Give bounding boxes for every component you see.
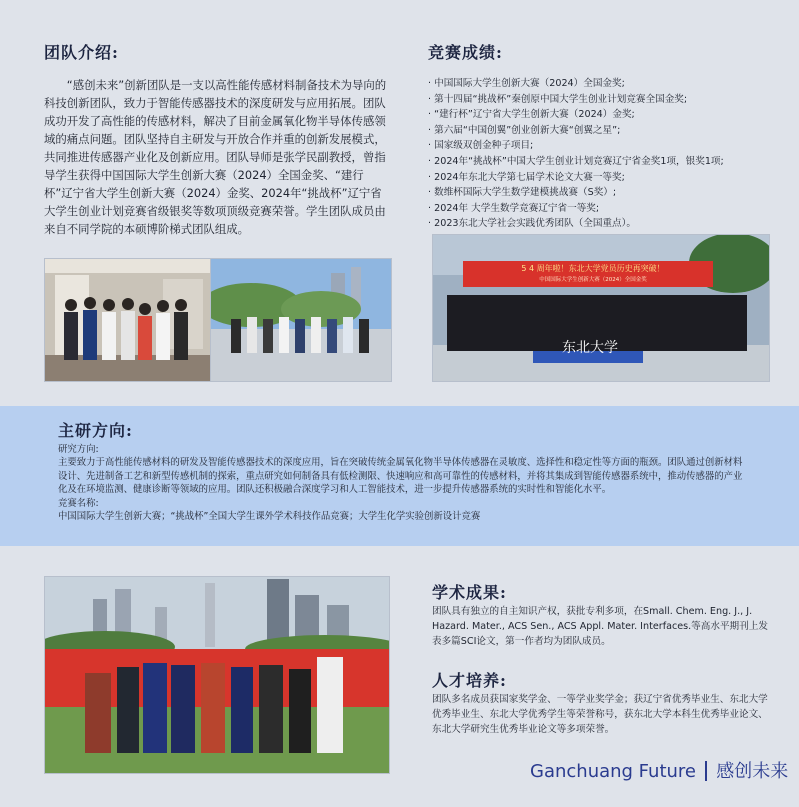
- flag-text: 东北大学: [562, 340, 618, 356]
- competition-list: [428, 76, 778, 232]
- contest-name-text: 中国国际大学生创新大赛；“挑战杯”全国大学生课外学术科技作品竞赛；大学生化学实验创新设计竞赛: [58, 511, 481, 523]
- indoor-team-photo: [44, 258, 212, 382]
- banner-line-2: 中国国际大学生创新大赛（2024）全国金奖: [539, 277, 647, 283]
- graduation-group-photo: [44, 576, 390, 774]
- contest-name-label: 竞赛名称:: [58, 497, 99, 509]
- logo-chinese: 感创未来: [716, 761, 789, 782]
- competition-item: · 第十四届“挑战杯”秦创原中国大学生创业计划竞赛全国金奖;: [428, 92, 778, 108]
- competition-item: · 2024年 大学生数学竞赛辽宁省一等奖;: [428, 201, 778, 217]
- banner-line-1: 5 4 周年啦！东北大学党员历史再突破！: [521, 264, 665, 273]
- research-heading: 主研方向:: [58, 421, 133, 440]
- competition-item: · “建行杯”辽宁省大学生创新大赛（2024）金奖;: [428, 107, 778, 123]
- outdoor-students-photo: [210, 258, 392, 382]
- academic-text: 团队具有独立的自主知识产权，获批专利多项，在Small. Chem. Eng. J., J. Hazard. Mater., ACS Sen., ACS Appl. Mater. Interfaces.等高水平期刊上发表多篇SCI论文，第一作者均为团队成员。: [432, 606, 768, 647]
- team-intro-heading: 团队介绍:: [44, 43, 119, 62]
- competition-item: · 数维杯国际大学生数学建模挑战赛（S奖）;: [428, 185, 778, 201]
- research-direction-label: 研究方向:: [58, 444, 99, 455]
- competition-item: · 2024年“挑战杯”中国大学生创业计划竞赛辽宁省金奖1项，银奖1项;: [428, 154, 778, 170]
- competition-item: · 2024年东北大学第七届学术论文大赛一等奖;: [428, 170, 778, 186]
- research-direction-text: 主要致力于高性能传感材料的研发及智能传感器技术的深度应用，旨在突破传统金属氧化物半导体传感器在灵敏度、选择性和稳定性等方面的瓶颈。团队通过创新材料设计、先进制备工艺和新型传感机制的探索，重点研究如何制备具有低检测限、快速响应和高可靠性的传感材料，并将其集成到智能传感器系统中，推动传感器的产业化及在环境监测、健康诊断等领域的应用。团队还积极融合深度学习和人工智能技术，进一步提升传感器系统的实时性和智能化水平。: [58, 457, 743, 496]
- competition-item: · 中国国际大学生创新大赛（2024）全国金奖;: [428, 76, 778, 92]
- talent-heading: 人才培养:: [432, 671, 507, 690]
- research-body: [58, 443, 748, 523]
- logo-english: Ganchuang Future: [530, 761, 697, 782]
- competition-item: · 第六届“中国创翼”创业创新大赛“创翼之星”;: [428, 123, 778, 139]
- team-intro-text: “感创未来”创新团队是一支以高性能传感材料制备技术为导向的科技创新团队，致力于智能传感器技术的深度研发与应用拓展。团队成功开发了高性能的传感材料，解决了目前金属氧化物半导体传感领域的痛点问题。团队坚持自主研发与开放合作并重的创新发展模式，共同推进传感器产业化及创新应用。团队导师是张学民副教授，曾指导学生获得中国国际大学生创新大赛（2024）全国金奖、“建行杯”辽宁省大学生创新大赛（2024）金奖、2024年“挑战杯”辽宁省大学生创业计划竞赛省级银奖等数项顶级竞赛荣誉。学生团队成员由来自不同学院的本硕博阶梯式团队组成。: [44, 78, 387, 236]
- competition-item: · 2023东北大学社会实践优秀团队（全国重点）。: [428, 216, 778, 232]
- award-ceremony-photo: [432, 234, 770, 382]
- talent-text: 团队多名成员获国家奖学金、一等学业奖学金；获辽宁省优秀毕业生、东北大学优秀毕业生、东北大学优秀学生等荣誉称号，获东北大学本科生优秀毕业论文、东北大学研究生优秀毕业论文等多项荣誉。: [432, 694, 768, 735]
- academic-heading: 学术成果:: [432, 583, 507, 602]
- ganchuang-logo: [530, 757, 790, 785]
- competition-item: · 国家级双创金种子项目;: [428, 138, 778, 154]
- competition-heading: 竞赛成绩:: [428, 43, 503, 62]
- logo-divider: [705, 761, 707, 781]
